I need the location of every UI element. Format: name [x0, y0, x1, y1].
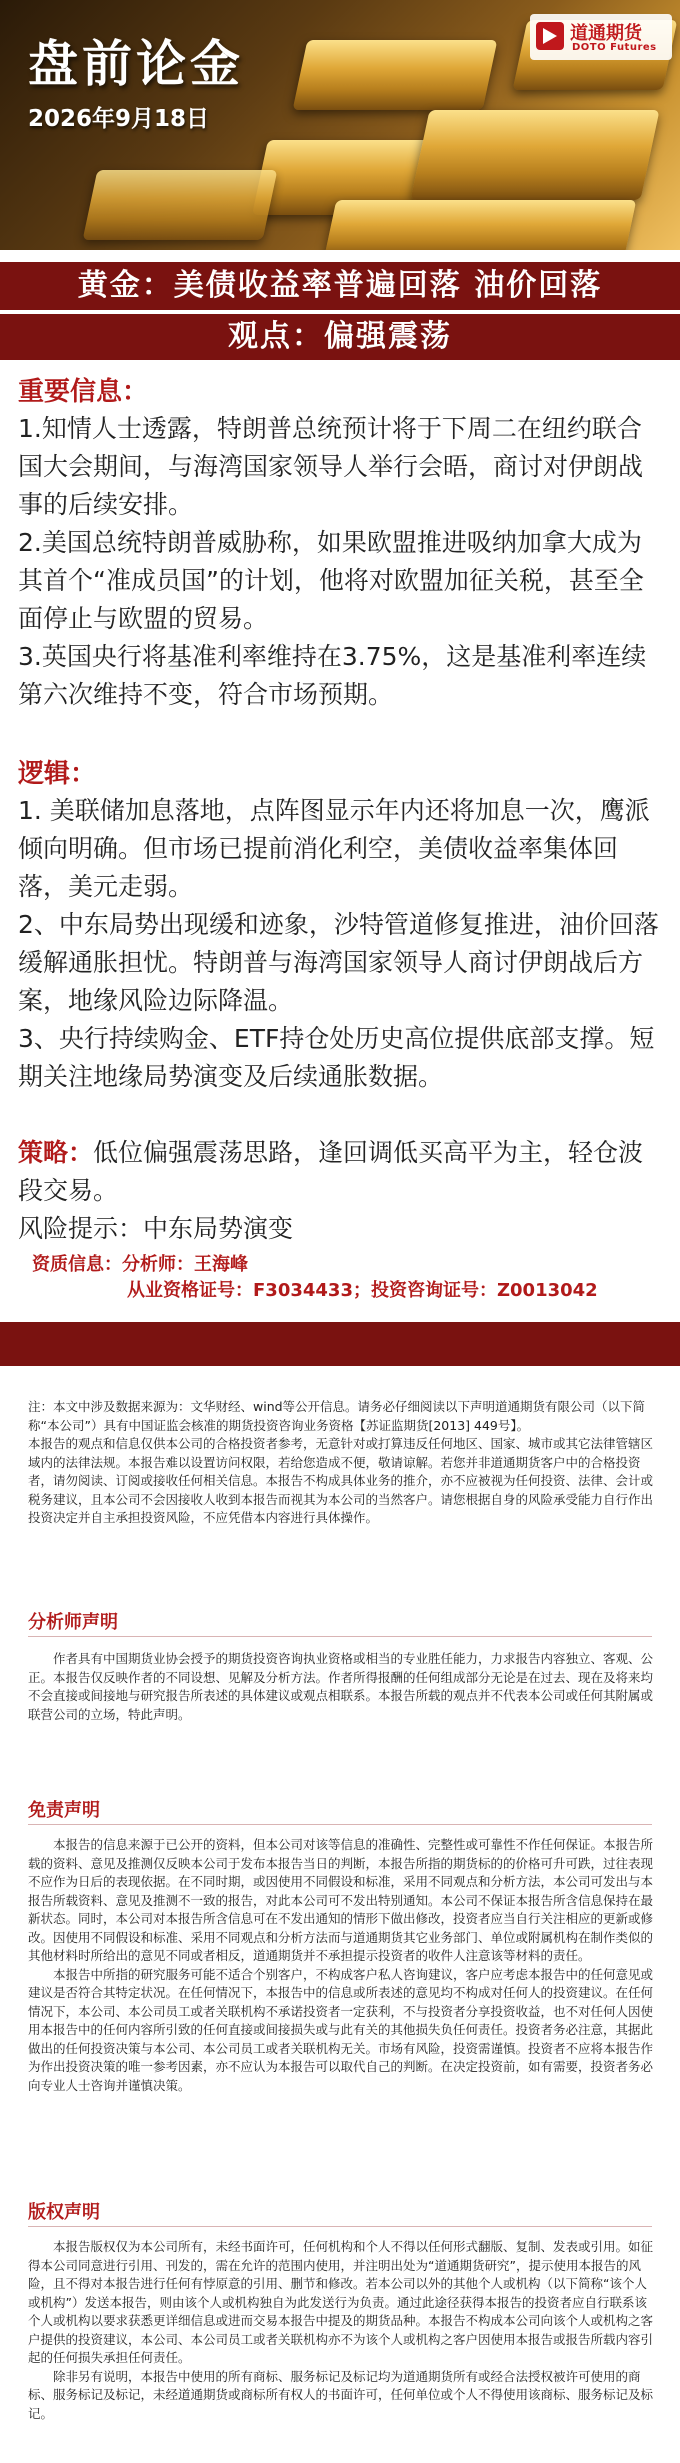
logic-title: 逻辑：: [18, 759, 97, 789]
main-content: [18, 374, 664, 1248]
key-info-title: 重要信息：: [18, 377, 149, 407]
note-paragraph: 本报告的观点和信息仅供本公司的合格投资者参考，无意针对或打算违反任何地区、国家、城市或其它法律管辖区域内的法律法规。本报告难以设置访问权限，若给您造成不便，敬请谅解。若您并非道通期货客户中的合格投资者，请勿阅读、订阅或接收任何相关信息。本报告不构成具体业务的推介，亦不应被视为任何投资、法律、会计或税务建议，且本公司不会因接收人收到本报告而视其为本公司的当然客户。请您根据自身的风险承受能力自行作出投资决定并自主承担投资风险，不应凭借本内容进行具体操作。: [28, 1436, 654, 1525]
strategy: [18, 1134, 664, 1210]
analyst-statement-title: 分析师声明: [28, 1612, 118, 1633]
divider: [28, 1636, 652, 1637]
analyst-statement: [28, 1650, 658, 1724]
key-info-item: 2.美国总统特朗普威胁称，如果欧盟推进吸纳加拿大成为其首个“准成员国”的计划，他将对欧盟加征关税，甚至全面停止与欧盟的贸易。: [18, 528, 644, 633]
key-info-item: 3.英国央行将基准利率维持在3.75%，这是基准利率连续第六次维持不变，符合市场预期。: [18, 642, 647, 709]
headline: 黄金：美债收益率普遍回落 油价回落: [0, 262, 680, 310]
logic-item: 2、中东局势出现缓和迹象，沙特管道修复推进，油价回落缓解通胀担忧。特朗普与海湾国家领导人商讨伊朗战后方案，地缘风险边际降温。: [18, 910, 659, 1015]
copyright-title: 版权声明: [28, 2202, 100, 2223]
gold-bar-image: [324, 200, 637, 250]
divider: [28, 1824, 652, 1825]
analyst-line-2: 从业资格证号：F3034433；投资咨询证号：Z0013042: [127, 1280, 598, 1301]
copyright-paragraph: 除非另有说明，本报告中使用的所有商标、服务标记及标记均为道通期货所有或经合法授权被许可使用的商标、服务标记及标记，未经道通期货或商标所有权人的书面许可，任何单位或个人不得使用该商标、服务标记及标记。: [28, 2368, 654, 2421]
analyst-line-1: 资质信息：分析师：王海峰: [32, 1254, 248, 1275]
note-paragraph: 注：本文中涉及数据来源为：文华财经、wind等公开信息。请务必仔细阅读以下声明道通期货有限公司（以下简称“本公司”）具有中国证监会核准的期货投资咨询业务资格【苏证监期货[2013] 449号】。: [28, 1399, 646, 1433]
banner-title: 盘前论金: [28, 35, 244, 93]
analyst-statement-text: 作者具有中国期货业协会授予的期货投资咨询执业资格或相当的专业胜任能力，力求报告内容独立、客观、公正。本报告仅反映作者的不同设想、见解及分析方法。作者所得报酬的任何组成部分无论是在过去、现在及将来均不会直接或间接地与研究报告所表述的具体建议或观点相联系。本报告所载的观点并不代表本公司或任何其附属或联营公司的立场，特此声明。: [28, 1651, 654, 1722]
gold-bar-image: [410, 110, 659, 200]
logo-mark-icon: [536, 22, 564, 50]
header-banner: [0, 0, 680, 250]
key-info-item: 1.知情人士透露，特朗普总统预计将于下周二在纽约联合国大会期间，与海湾国家领导人举行会晤，商讨对伊朗战事的后续安排。: [18, 414, 644, 519]
banner-date: 2026年9月18日: [28, 106, 210, 132]
analyst-info: [32, 1252, 652, 1304]
logic-item: 3、央行持续购金、ETF持仓处历史高位提供底部支撑。短期关注地缘局势演变及后续通胀数据。: [18, 1024, 655, 1091]
disclaimer-note: [28, 1398, 658, 1528]
logic-item: 1. 美联储加息落地，点阵图显示年内还将加息一次，鹰派倾向明确。但市场已提前消化利空，美债收益率集体回落，美元走弱。: [18, 796, 650, 901]
logo-english: DOTO Futures: [572, 42, 657, 53]
risk-note: 风险提示：中东局势演变: [18, 1214, 294, 1243]
disclaimer-paragraph: 本报告的信息来源于已公开的资料，但本公司对该等信息的准确性、完整性或可靠性不作任何保证。本报告所载的资料、意见及推测仅反映本公司于发布本报告当日的判断，本报告所指的期货标的的价格可升可跌，过往表现不应作为日后的表现依据。在不同时期，或因使用不同假设和标准，采用不同观点和分析方法，本公司可发出与本报告所载资料、意见及推测不一致的报告，对此本公司可不发出特别通知。本公司不保证本报告所含信息保持在最新状态。同时，本公司对本报告所含信息可在不发出通知的情形下做出修改，投资者应当自行关注相应的更新或修改。因使用不同假设和标准、采用不同观点和分析方法而与道通期货其它业务部门、单位或附属机构在制作类似的其他材料时所给出的意见不同或者相反，道通期货并不承担提示投资者的收件人注意该等材料的责任。: [28, 1837, 654, 1963]
disclaimer-title: 免责声明: [28, 1800, 100, 1821]
gold-bar-image: [293, 40, 498, 110]
disclaimer: [28, 1836, 658, 2095]
gold-bar-image: [83, 170, 278, 240]
strategy-label: 策略：: [18, 1138, 94, 1167]
company-logo: [530, 14, 672, 60]
disclaimer-paragraph: 本报告中所指的研究服务可能不适合个别客户，不构成客户私人咨询建议，客户应考虑本报告中的任何意见或建议是否符合其特定状况。在任何情况下，本报告中的信息或所表述的意见均不构成对任何人的投资建议。在任何情况下，本公司、本公司员工或者关联机构不承诺投资者一定获利，不与投资者分享投资收益，也不对任何人因使用本报告中的任何内容所引致的任何直接或间接损失或与此有关的其他损失负任何责任。投资者务必注意，其据此做出的任何投资决策与本公司、本公司员工或者关联机构无关。市场有风险，投资需谨慎。投资者不应将本报告作为作出投资决策的唯一参考因素，亦不应认为本报告可以取代自己的判断。在决定投资前，如有需要，投资者务必向专业人士咨询并谨慎决策。: [28, 1966, 654, 2093]
viewpoint: 观点：偏强震荡: [0, 314, 680, 360]
copyright-paragraph: 本报告版权仅为本公司所有，未经书面许可，任何机构和个人不得以任何形式翻版、复制、发表或引用。如征得本公司同意进行引用、刊发的，需在允许的范围内使用，并注明出处为“道通期货研究”，提示使用本报告的风险，且不得对本报告进行任何有悖原意的引用、删节和修改。若本公司以外的其他个人或机构（以下简称“该个人或机构”）发送本报告，则由该个人或机构独自为此发送行为负责。通过此途径获得本报告的投资者应自行联系该个人或机构以要求获悉更详细信息或进而交易本报告中提及的期货品种。本报告不构成本公司向该个人或机构之客户提供的投资建议，本公司、本公司员工或者关联机构亦不为该个人或机构之客户因使用本报告或报告所载内容引起的任何损失承担任何责任。: [28, 2239, 654, 2365]
strategy-text: 低位偏强震荡思路，逢回调低买高平为主，轻仓波段交易。: [18, 1138, 644, 1205]
divider: [28, 2226, 652, 2227]
logo-name: 道通期货: [570, 23, 642, 44]
divider-band: [0, 1322, 680, 1366]
copyright: [28, 2238, 658, 2423]
